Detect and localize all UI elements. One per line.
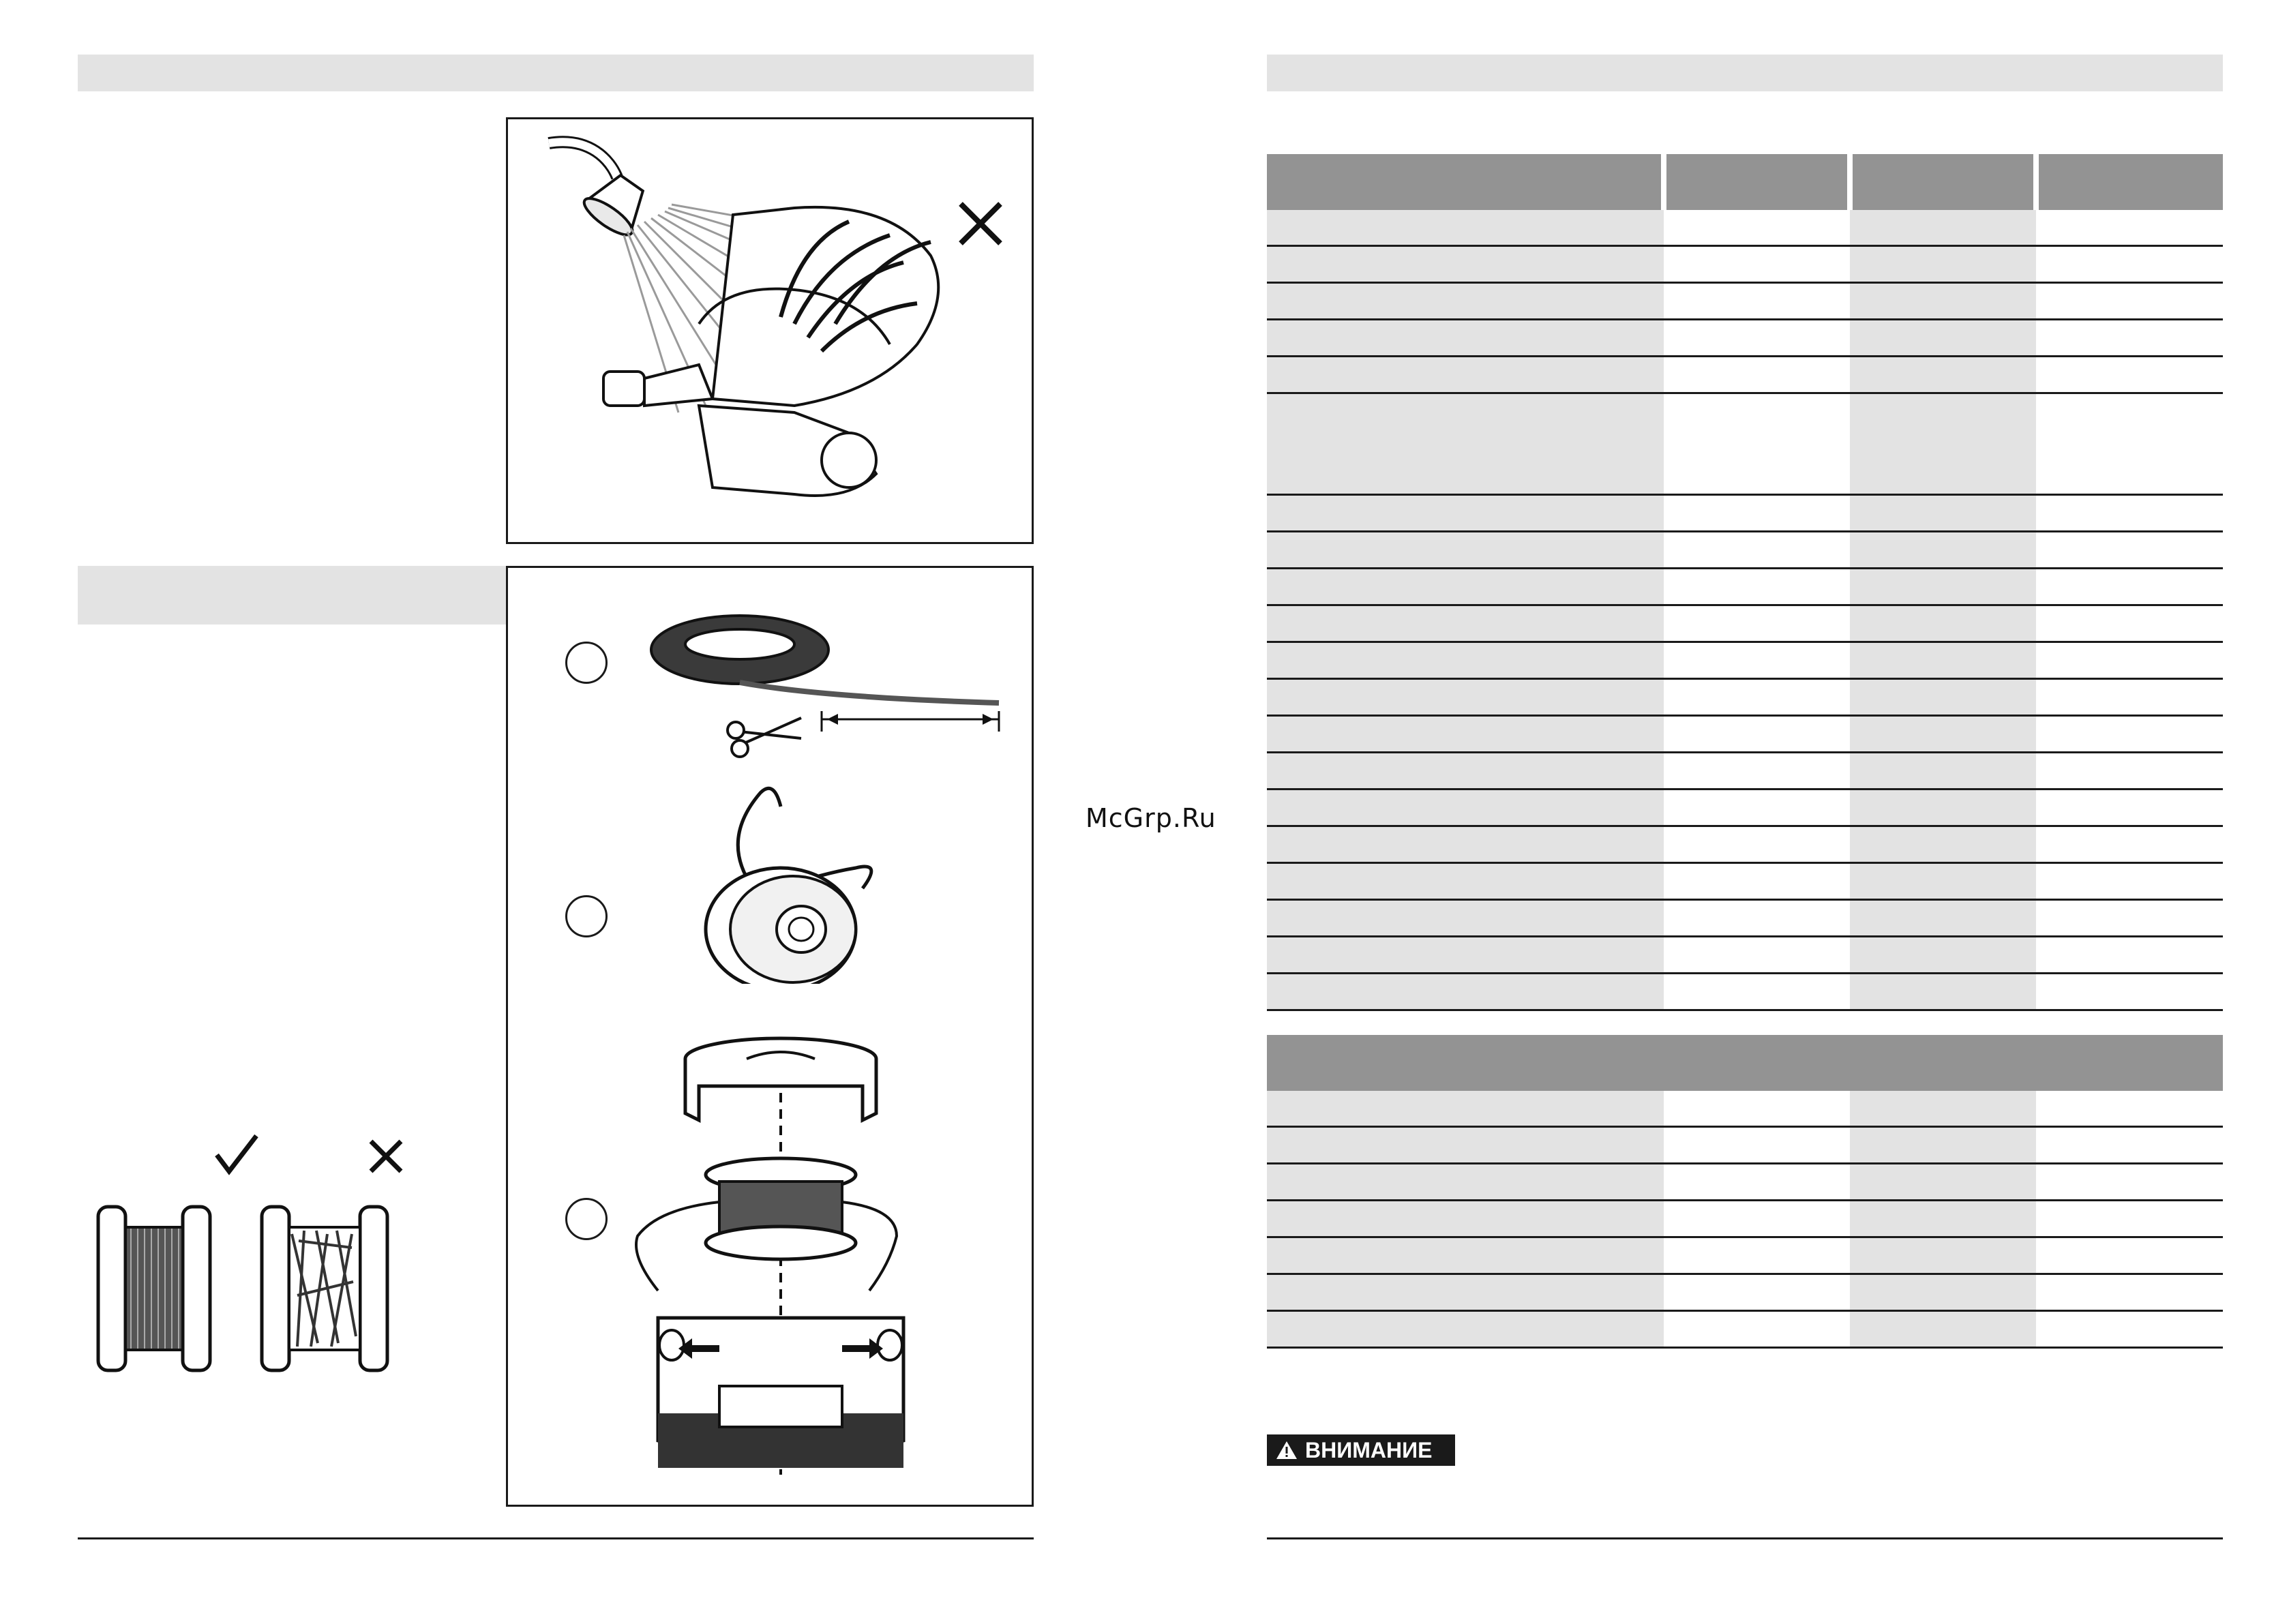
- table-cell: [1850, 246, 2036, 283]
- table-cell: [2036, 790, 2223, 826]
- table-cell: [1850, 863, 2036, 900]
- watermark-text: McGrp.Ru: [1086, 803, 1216, 833]
- table-row: [1267, 826, 2223, 863]
- table-cell: [1267, 320, 1664, 357]
- table-header-row: [1267, 1035, 2223, 1091]
- table-cell: [1850, 937, 2036, 974]
- table-row: [1267, 246, 2223, 283]
- table-header-cell: [1664, 154, 1850, 210]
- table-cell: [2036, 1237, 2223, 1274]
- table-cell: [2036, 679, 2223, 716]
- table-cell: [1664, 569, 1850, 605]
- cross-mark-icon: [367, 1137, 405, 1175]
- table-cell: [1267, 495, 1664, 532]
- table-cell: [1850, 320, 2036, 357]
- table-cell: [1850, 532, 2036, 569]
- left-section-heading-bar: [78, 566, 506, 625]
- table-cell: [1664, 495, 1850, 532]
- table-row: [1267, 210, 2223, 246]
- cross-mark-icon: [957, 200, 1004, 247]
- table-row: [1267, 937, 2223, 974]
- table-row: [1267, 1311, 2223, 1348]
- table-row: [1267, 320, 2223, 357]
- table-cell: [2036, 900, 2223, 937]
- table-cell: [1850, 974, 2036, 1010]
- table-cell: [1850, 642, 2036, 679]
- table-cell: [2036, 1164, 2223, 1201]
- left-page-header-bar: [78, 55, 1034, 91]
- table-cell: [1267, 790, 1664, 826]
- table-cell: [1267, 246, 1664, 283]
- spool-wound-incorrectly: [256, 1200, 393, 1377]
- table-cell: [1664, 826, 1850, 863]
- line-replacement-steps-illustration: [506, 566, 1034, 1507]
- table-cell: [1664, 716, 1850, 753]
- table-cell: [2036, 210, 2223, 246]
- table-cell: [1664, 1091, 1850, 1127]
- step-1-marker: [565, 642, 608, 684]
- table-cell: [1664, 937, 1850, 974]
- table-cell: [1664, 974, 1850, 1010]
- table-cell: [2036, 642, 2223, 679]
- step-3-marker: [565, 1198, 608, 1240]
- table-cell: [1850, 283, 2036, 320]
- table-cell: [2036, 246, 2223, 283]
- table-cell: [1267, 283, 1664, 320]
- table-cell: [1267, 1201, 1664, 1237]
- table-cell: [1850, 1164, 2036, 1201]
- table-row: [1267, 1091, 2223, 1127]
- table-cell: [1664, 900, 1850, 937]
- table-cell: [1664, 283, 1850, 320]
- table-cell: [1267, 1311, 1664, 1348]
- table-cell: [1664, 357, 1850, 393]
- table-cell: [2036, 357, 2223, 393]
- table-cell: [2036, 1127, 2223, 1164]
- trimmer-head-drawing: [508, 119, 1032, 542]
- table-row: [1267, 753, 2223, 790]
- table-cell: [2036, 283, 2223, 320]
- table-cell: [1850, 605, 2036, 642]
- table-cell: [1664, 1201, 1850, 1237]
- table-cell: [1850, 569, 2036, 605]
- table-cell: [1850, 1274, 2036, 1311]
- table-cell: [1267, 605, 1664, 642]
- table-cell: [1267, 357, 1664, 393]
- table-cell: [1267, 1237, 1664, 1274]
- table-cell: [1850, 753, 2036, 790]
- left-page-footer-rule: [78, 1537, 1034, 1539]
- table-cell: [1850, 716, 2036, 753]
- table-cell: [2036, 1274, 2223, 1311]
- table-cell: [2036, 974, 2223, 1010]
- table-cell: [2036, 937, 2223, 974]
- secondary-table-body: [1267, 1091, 2223, 1348]
- table-cell: [2036, 393, 2223, 495]
- table-cell: [1664, 642, 1850, 679]
- table-row: [1267, 495, 2223, 532]
- table-row: [1267, 716, 2223, 753]
- warning-label: [1267, 1434, 1455, 1466]
- table-cell: [2036, 605, 2223, 642]
- table-row: [1267, 357, 2223, 393]
- table-cell: [2036, 1201, 2223, 1237]
- table-cell: [1850, 900, 2036, 937]
- specifications-table-body: [1267, 210, 2223, 1010]
- right-page-header-bar: [1267, 55, 2223, 91]
- specifications-table: [1267, 154, 2223, 1011]
- table-row: [1267, 1237, 2223, 1274]
- table-cell: [1267, 642, 1664, 679]
- table-cell: [1267, 1164, 1664, 1201]
- table-cell: [1664, 320, 1850, 357]
- table-cell: [1850, 1201, 2036, 1237]
- table-cell: [1664, 1274, 1850, 1311]
- table-row: [1267, 790, 2223, 826]
- table-row: [1267, 900, 2223, 937]
- line-coil-drawing: [644, 602, 1026, 779]
- spool-wound-correctly: [93, 1200, 215, 1377]
- table-row: [1267, 569, 2223, 605]
- table-cell: [1267, 900, 1664, 937]
- table-header-cell: [2036, 154, 2223, 210]
- table-cell: [1267, 532, 1664, 569]
- table-cell: [1850, 495, 2036, 532]
- table-cell: [1850, 679, 2036, 716]
- table-cell: [1267, 210, 1664, 246]
- table-cell: [2036, 320, 2223, 357]
- table-cell: [2036, 1311, 2223, 1348]
- table-cell: [1664, 790, 1850, 826]
- table-cell: [1267, 937, 1664, 974]
- table-row: [1267, 974, 2223, 1010]
- table-cell: [1267, 716, 1664, 753]
- table-row: [1267, 393, 2223, 495]
- table-cell: [1850, 1091, 2036, 1127]
- table-row: [1267, 1164, 2223, 1201]
- table-cell: [1267, 1274, 1664, 1311]
- warning-triangle-icon: [1275, 1440, 1298, 1460]
- right-page-footer-rule: [1267, 1537, 2223, 1539]
- table-cell: [1850, 357, 2036, 393]
- washing-prohibited-illustration: [506, 117, 1034, 544]
- table-cell: [1850, 1311, 2036, 1348]
- table-cell: [1850, 790, 2036, 826]
- table-cell: [1267, 863, 1664, 900]
- table-cell: [1664, 1127, 1850, 1164]
- table-cell: [1267, 826, 1664, 863]
- table-cell: [1267, 1127, 1664, 1164]
- table-cell: [1664, 532, 1850, 569]
- table-cell: [2036, 716, 2223, 753]
- table-cell: [1664, 393, 1850, 495]
- table-cell: [1664, 753, 1850, 790]
- table-cell: [1267, 753, 1664, 790]
- table-row: [1267, 679, 2223, 716]
- table-row: [1267, 605, 2223, 642]
- table-cell: [1664, 679, 1850, 716]
- table-cell: [1664, 1311, 1850, 1348]
- table-row: [1267, 283, 2223, 320]
- table-row: [1267, 1274, 2223, 1311]
- table-header-cell: [1850, 154, 2036, 210]
- table-cell: [1267, 393, 1664, 495]
- table-cell: [2036, 532, 2223, 569]
- table-cell: [1267, 1091, 1664, 1127]
- table-cell: [1850, 826, 2036, 863]
- secondary-specifications-table: [1267, 1035, 2223, 1349]
- table-cell: [1664, 1164, 1850, 1201]
- table-cell: [1664, 1237, 1850, 1274]
- table-cell: [1664, 210, 1850, 246]
- table-cell: [1850, 1127, 2036, 1164]
- spool-assembly-drawing: [617, 1032, 944, 1509]
- table-cell: [1664, 605, 1850, 642]
- table-row: [1267, 532, 2223, 569]
- table-cell: [1850, 1237, 2036, 1274]
- table-cell: [1664, 246, 1850, 283]
- table-cell: [1850, 393, 2036, 495]
- table-cell: [1267, 569, 1664, 605]
- table-cell: [2036, 1091, 2223, 1127]
- table-cell: [1267, 679, 1664, 716]
- step-2-marker: [565, 895, 608, 937]
- table-cell: [2036, 826, 2223, 863]
- table-cell: [1267, 974, 1664, 1010]
- table-cell: [1850, 210, 2036, 246]
- table-cell: [2036, 495, 2223, 532]
- table-header-cell: [1267, 154, 1664, 210]
- table-cell: [1664, 863, 1850, 900]
- table-row: [1267, 642, 2223, 679]
- spool-with-line-drawing: [678, 766, 897, 984]
- table-row: [1267, 863, 2223, 900]
- table-cell: [2036, 753, 2223, 790]
- table-row: [1267, 1201, 2223, 1237]
- table-cell: [2036, 863, 2223, 900]
- table-cell: [2036, 569, 2223, 605]
- table-row: [1267, 1127, 2223, 1164]
- check-mark-icon: [213, 1132, 260, 1177]
- warning-label-text: ВНИМАНИЕ: [1305, 1437, 1433, 1462]
- table-header-cell: [1267, 1035, 2223, 1091]
- table-header-row: [1267, 154, 2223, 210]
